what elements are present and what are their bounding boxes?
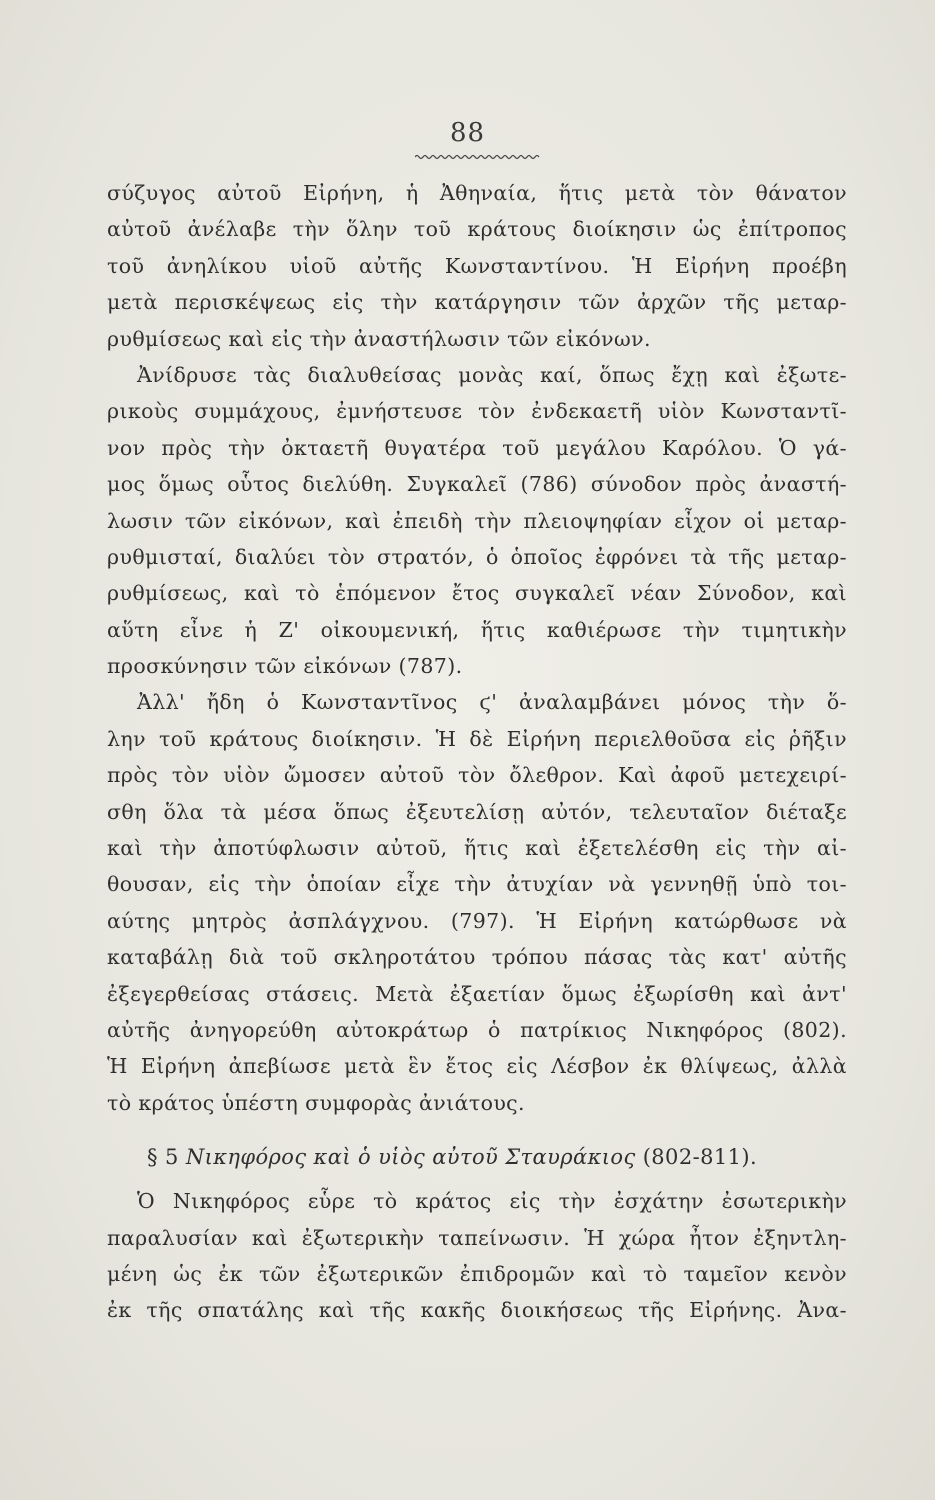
text-line: αὐτῆς ἀνηγορεύθη αὐτοκράτωρ ὁ πατρίκιος Νικηφόρος (802). xyxy=(107,1017,847,1042)
section-number: § 5 xyxy=(147,1145,179,1170)
body-text xyxy=(107,175,847,1329)
text-line: μετὰ περισκέψεως εἰς τὴν κατάργησιν τῶν ἀρχῶν τῆς μεταρ- xyxy=(107,290,847,315)
text-line: Ἡ Εἰρήνη ἀπεβίωσε μετὰ ἓν ἔτος εἰς Λέσβον ἐκ θλίψεως, ἀλλὰ xyxy=(107,1054,847,1079)
text-line: αύτης μητρὸς ἀσπλάγχνου. (797). Ἡ Εἰρήνη κατώρθωσε νὰ xyxy=(107,908,847,933)
text-line: αὕτη εἶνε ἡ Ζ' οἰκουμενική, ἥτις καθιέρωσε τὴν τιμητικὴν xyxy=(107,617,847,642)
text-line: Ἀνίδρυσε τὰς διαλυθείσας μονὰς καί, ὅπως ἔχῃ καὶ ἐξωτε- xyxy=(137,362,847,387)
text-line: καταβάλῃ διὰ τοῦ σκληροτάτου τρόπου πάσας τὰς κατ' αὐτῆς xyxy=(107,945,847,970)
text-line: ρυθμισταί, διαλύει τὸν στρατόν, ὁ ὁποῖος ἐφρόνει τὰ τῆς μεταρ- xyxy=(107,544,847,569)
text-line: Ὁ Νικηφόρος εὗρε τὸ κράτος εἰς τὴν ἐσχάτην ἐσωτερικὴν xyxy=(137,1189,847,1214)
page-number: 88 xyxy=(449,118,486,148)
text-line: σθη ὅλα τὰ μέσα ὅπως ἐξευτελίσῃ αὐτόν, τελευταῖον διέταξε xyxy=(107,799,847,824)
text-line: ρυθμίσεως καὶ εἰς τὴν ἀναστήλωσιν τῶν εἰκόνων. xyxy=(107,326,651,351)
text-line: θουσαν, εἰς τὴν ὁποίαν εἶχε τὴν ἀτυχίαν νὰ γεννηθῇ ὑπὸ τοι- xyxy=(107,872,847,897)
section-heading xyxy=(107,1131,847,1183)
text-line: μένη ὡς ἐκ τῶν ἐξωτερικῶν ἐπιδρομῶν καὶ τὸ ταμεῖον κενὸν xyxy=(107,1261,847,1286)
ornamental-rule xyxy=(415,154,540,160)
text-line: καὶ τὴν ἀποτύφλωσιν αὐτοῦ, ἥτις καὶ ἐξετελέσθη εἰς τὴν αἰ- xyxy=(107,836,847,861)
text-line: ρυθμίσεως, καὶ τὸ ἑπόμενον ἔτος συγκαλεῖ νέαν Σύνοδον, καὶ xyxy=(107,581,847,606)
text-line: ρικοὺς συμμάχους, ἐμνήστευσε τὸν ἐνδεκαετῆ υἱὸν Κωνσταντῖ- xyxy=(107,399,847,424)
text-line: προσκύνησιν τῶν εἰκόνων (787). xyxy=(107,654,463,679)
section-title: Νικηφόρος καὶ ὁ υἱὸς αὐτοῦ Σταυράκιος xyxy=(185,1145,636,1170)
text-line: ἐξεγερθείσας στάσεις. Μετὰ ἐξαετίαν ὅμως ἐξωρίσθη καὶ ἀντ' xyxy=(107,981,847,1006)
text-line: Ἀλλ' ἤδη ὁ Κωνσταντῖνος ϛ' ἀναλαμβάνει μόνος τὴν ὅ- xyxy=(137,690,847,715)
text-line: λωσιν τῶν εἰκόνων, καὶ ἐπειδὴ τὴν πλειοψηφίαν εἶχον οἱ μεταρ- xyxy=(107,508,847,533)
text-line: λην τοῦ κράτους διοίκησιν. Ἡ δὲ Εἰρήνη περιελθοῦσα εἰς ῥῆξιν xyxy=(107,726,847,751)
text-line: νον πρὸς τὴν ὀκταετῆ θυγατέρα τοῦ μεγάλου Καρόλου. Ὁ γά- xyxy=(107,435,847,460)
text-line: ἐκ τῆς σπατάλης καὶ τῆς κακῆς διοικήσεως τῆς Εἰρήνης. Ἀνα- xyxy=(107,1298,847,1323)
text-line: πρὸς τὸν υἱὸν ὤμοσεν αὐτοῦ τὸν ὄλεθρον. Καὶ ἀφοῦ μετεχειρί- xyxy=(107,763,847,788)
text-line: τὸ κράτος ὑπέστη συμφορὰς ἀνιάτους. xyxy=(107,1090,525,1115)
wavy-rule-icon xyxy=(415,154,540,160)
text-line: παραλυσίαν καὶ ἐξωτερικὴν ταπείνωσιν. Ἡ χώρα ἦτον ἐξηντλη- xyxy=(107,1225,847,1250)
text-line: σύζυγος αὐτοῦ Εἰρήνη, ἡ Ἀθηναία, ἥτις μετὰ τὸν θάνατον xyxy=(107,181,847,205)
text-line: μος ὅμως οὗτος διελύθη. Συγκαλεῖ (786) σύνοδον πρὸς ἀναστή- xyxy=(107,472,847,497)
text-line: τοῦ ἀνηλίκου υἱοῦ αὐτῆς Κωνσταντίνου. Ἡ Εἰρήνη προέβη xyxy=(107,253,847,278)
text-line: αὐτοῦ ἀνέλαβε τὴν ὅλην τοῦ κράτους διοίκησιν ὡς ἐπίτροπος xyxy=(107,217,847,242)
section-years: (802-811). xyxy=(642,1145,758,1170)
